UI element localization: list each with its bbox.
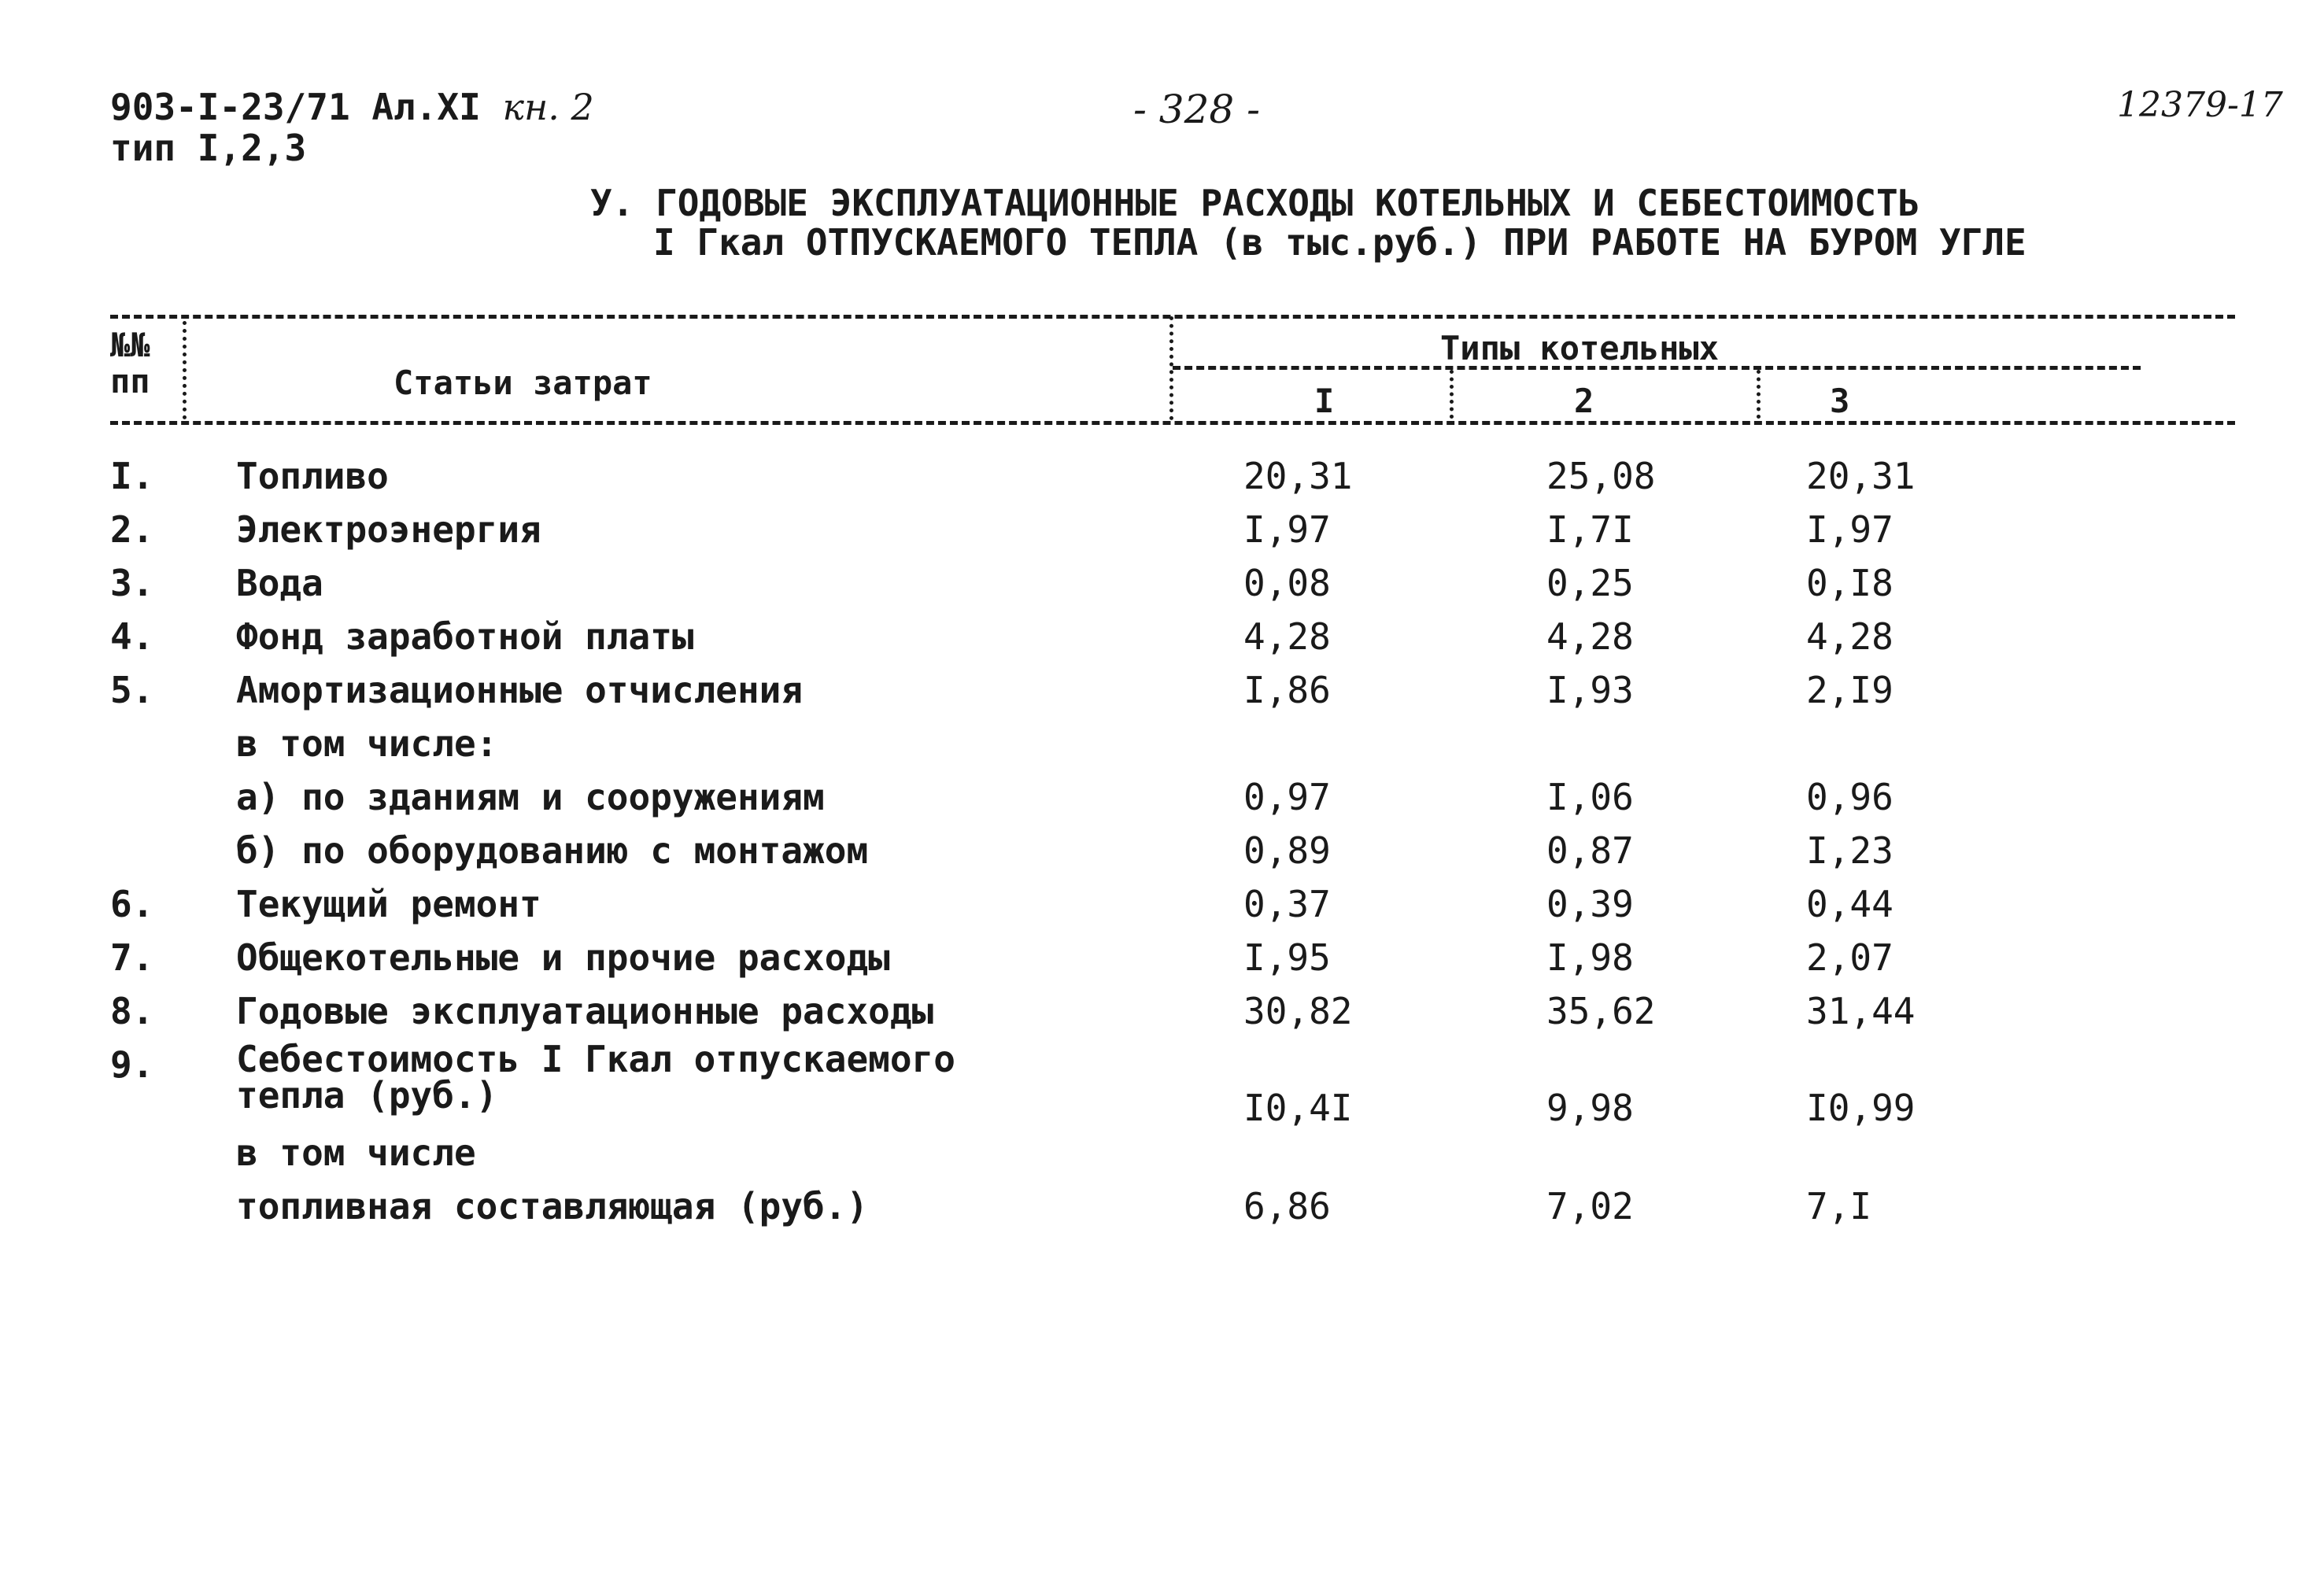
row-value-type-3: 0,96 <box>1806 776 1894 818</box>
column-divider-1 <box>183 321 187 419</box>
column-divider-2 <box>1169 316 1173 420</box>
page-number: - 328 - <box>1133 87 1261 132</box>
archive-number: 12379-17 <box>2117 85 2283 125</box>
row-value-type-2: 25,08 <box>1546 455 1656 497</box>
row-number: 5. <box>110 669 154 711</box>
table-row <box>0 880 2324 932</box>
table-row <box>0 452 2324 504</box>
row-item-name: Годовые эксплуатационные расходы <box>236 990 934 1032</box>
row-number: 3. <box>110 562 154 604</box>
table-row <box>0 559 2324 611</box>
row-value-type-2: 9,98 <box>1546 1087 1634 1129</box>
row-item-name: в том числе: <box>236 722 498 765</box>
row-value-type-2: I,7I <box>1546 508 1634 551</box>
row-value-type-2: I,06 <box>1546 776 1634 818</box>
row-item-name: а) по зданиям и сооружениям <box>236 776 825 818</box>
type-2-header: 2 <box>1574 382 1594 420</box>
table-row <box>0 988 2324 1039</box>
type-3-header: 3 <box>1830 382 1850 420</box>
row-value-type-3: I0,99 <box>1806 1087 1916 1129</box>
row-item-name-multiline <box>236 1038 955 1117</box>
row-value-type-3: 31,44 <box>1806 990 1916 1032</box>
column-divider-4 <box>1757 370 1761 419</box>
row-value-type-1: 30,82 <box>1243 990 1353 1032</box>
boiler-types-header: Типы котельных <box>1440 329 1720 367</box>
section-title-line-2: I Гкал ОТПУСКАЕМОГО ТЕПЛА (в тыс.руб.) ПРИ РАБОТЕ НА БУРОМ УГЛЕ <box>653 221 2027 264</box>
row-value-type-3: 2,07 <box>1806 936 1894 979</box>
cost-items-header: Статьи затрат <box>393 364 652 402</box>
table-header-bottom-rule <box>110 421 2235 425</box>
table-row <box>0 934 2324 986</box>
row-value-type-2: 4,28 <box>1546 615 1634 658</box>
row-item-name: Электроэнергия <box>236 508 541 551</box>
row-item-name: б) по оборудованию с монтажом <box>236 829 869 872</box>
row-value-type-3: I,97 <box>1806 508 1894 551</box>
row-value-type-3: 0,44 <box>1806 883 1894 925</box>
table-row <box>0 1038 2324 1129</box>
row-number: 8. <box>110 990 154 1032</box>
row-item-name: Вода <box>236 562 323 604</box>
row-value-type-2: 0,39 <box>1546 883 1634 925</box>
type-1-header: I <box>1314 382 1335 420</box>
row-number: 6. <box>110 883 154 925</box>
row-value-type-2: 35,62 <box>1546 990 1656 1032</box>
row-value-type-1: 0,08 <box>1243 562 1331 604</box>
table-row <box>0 1129 2324 1181</box>
section-title-line-1: У. ГОДОВЫЕ ЭКСПЛУАТАЦИОННЫЕ РАСХОДЫ КОТЕЛЬНЫХ И СЕБЕСТОИМОСТЬ <box>590 182 1920 224</box>
row-value-type-1: I0,4I <box>1243 1087 1353 1129</box>
row-value-type-1: I,95 <box>1243 936 1331 979</box>
row-number: 2. <box>110 508 154 551</box>
column-divider-3 <box>1450 370 1454 419</box>
row-item-name: топливная составляющая (руб.) <box>236 1185 869 1227</box>
row-value-type-1: I,86 <box>1243 669 1331 711</box>
row-number: 4. <box>110 615 154 658</box>
row-value-type-3: 7,I <box>1806 1185 1872 1227</box>
doc-code-text: 903-I-23/71 Ал.XI <box>110 86 481 128</box>
row-value-type-3: 20,31 <box>1806 455 1916 497</box>
row-value-type-3: 0,I8 <box>1806 562 1894 604</box>
table-row <box>0 613 2324 665</box>
table-row <box>0 666 2324 718</box>
table-row <box>0 827 2324 879</box>
row-value-type-1: 0,89 <box>1243 829 1331 872</box>
table-row <box>0 506 2324 558</box>
row-value-type-2: I,98 <box>1546 936 1634 979</box>
number-header-line-1: №№ <box>110 326 150 364</box>
row-value-type-1: I,97 <box>1243 508 1331 551</box>
table-row <box>0 773 2324 825</box>
row-item-name: Текущий ремонт <box>236 883 541 925</box>
row-value-type-1: 20,31 <box>1243 455 1353 497</box>
number-header-line-2: пп <box>110 362 150 401</box>
row-value-type-1: 0,97 <box>1243 776 1331 818</box>
row-item-name: Общекотельные и прочие расходы <box>236 936 890 979</box>
table-row <box>0 720 2324 772</box>
book-number: кн. 2 <box>502 86 594 128</box>
row-item-name: в том числе <box>236 1131 476 1174</box>
row-item-name: Топливо <box>236 455 389 497</box>
row-number: 7. <box>110 936 154 979</box>
row-item-name-continuation: тепла (руб.) <box>236 1074 498 1117</box>
row-item-name: Фонд заработной платы <box>236 615 694 658</box>
row-value-type-3: 2,I9 <box>1806 669 1894 711</box>
row-value-type-2: 0,87 <box>1546 829 1634 872</box>
row-value-type-2: I,93 <box>1546 669 1634 711</box>
table-row <box>0 1183 2324 1235</box>
row-value-type-1: 4,28 <box>1243 615 1331 658</box>
document-code <box>110 87 594 168</box>
row-number: 9. <box>110 1043 154 1086</box>
row-value-type-3: 4,28 <box>1806 615 1894 658</box>
row-item-name: Амортизационные отчисления <box>236 669 804 711</box>
row-value-type-2: 7,02 <box>1546 1185 1634 1227</box>
boiler-types-label: тип I,2,3 <box>110 127 307 169</box>
row-value-type-3: I,23 <box>1806 829 1894 872</box>
row-item-name: Себестоимость I Гкал отпускаемого <box>236 1038 955 1080</box>
row-value-type-2: 0,25 <box>1546 562 1634 604</box>
number-column-header <box>110 327 150 400</box>
row-value-type-1: 6,86 <box>1243 1185 1331 1227</box>
row-number: I. <box>110 455 154 497</box>
row-value-type-1: 0,37 <box>1243 883 1331 925</box>
